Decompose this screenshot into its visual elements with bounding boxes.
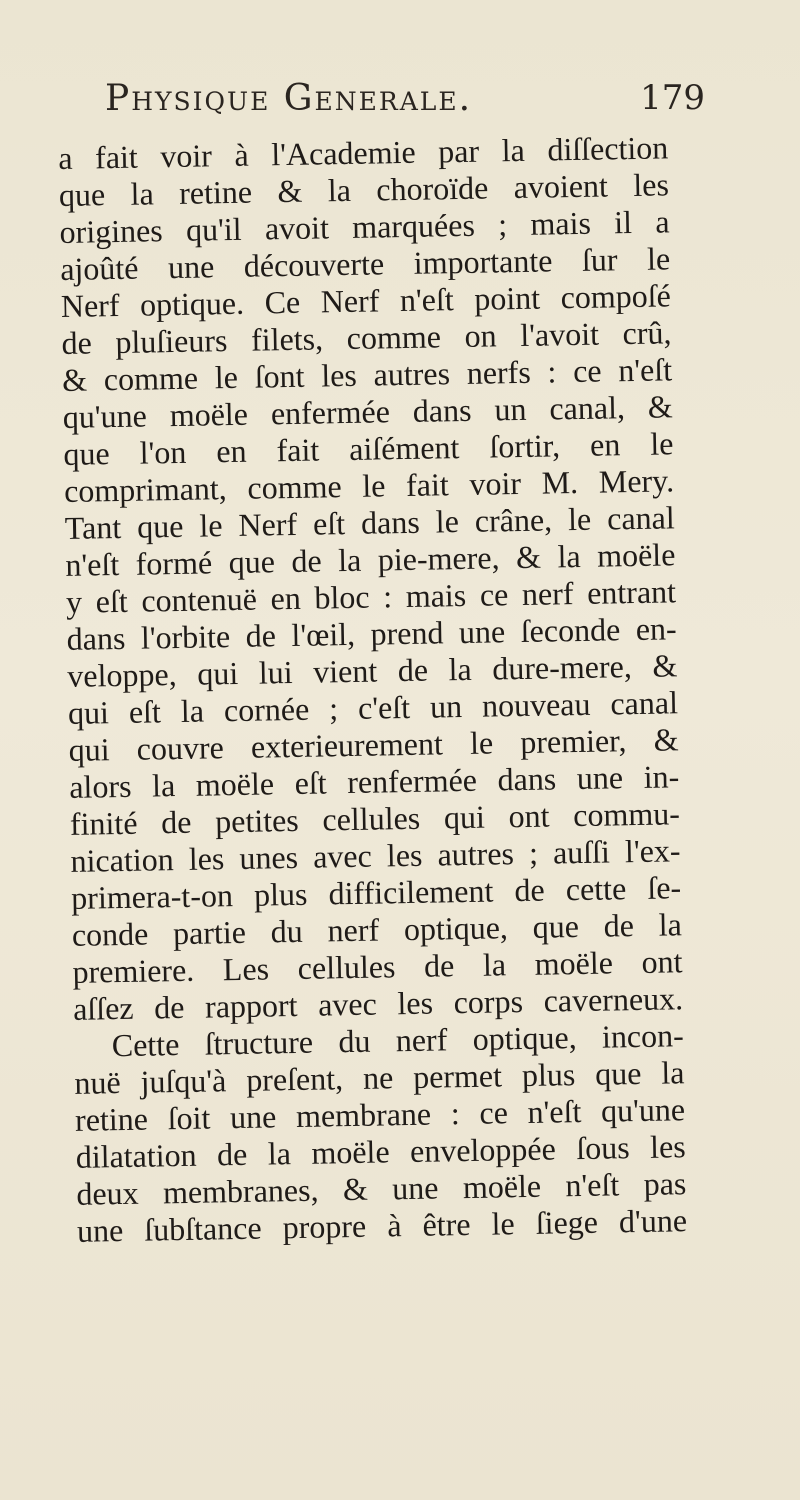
text-line: y eſt contenuë en bloc : mais ce nerf entrant — [65, 573, 677, 620]
text-line: une ſubſtance propre à être le ſiege d'une — [76, 1202, 688, 1249]
text-line: que la retine & la choroïde avoient les — [58, 166, 670, 213]
text-line: & comme le ſont les autres nerfs : ce n'eſt — [61, 351, 673, 398]
text-line: nuë juſqu'à preſent, ne permet plus que la — [74, 1054, 685, 1101]
text-line: aſſez de rapport avec les corps caverneux. — [72, 980, 684, 1027]
text-line: veloppe, qui lui vient de la dure-mere, & — [67, 647, 678, 694]
text-line: alors la moële eſt renfermée dans une in- — [68, 758, 680, 805]
text-line: premiere. Les cellules de la moële ont — [72, 943, 683, 990]
text-line: Nerf optique. Ce Nerf n'eſt point compoſé — [60, 277, 672, 324]
text-line: origines qu'il avoit marquées ; mais il a — [59, 203, 670, 250]
text-line: que l'on en fait aiſément ſortir, en le — [63, 425, 674, 472]
text-line: ajoûté une découverte importante ſur le — [59, 240, 671, 287]
text-line: comprimant, comme le fait voir M. Mery. — [63, 462, 675, 509]
text-line: retine ſoit une membrane : ce n'eſt qu'une — [74, 1091, 686, 1138]
text-line: de pluſieurs filets, comme on l'avoit crû, — [61, 314, 672, 361]
text-line: dans l'orbite de l'œil, prend une ſeconde en- — [66, 610, 677, 657]
text-line: dilatation de la moële enveloppée ſous les — [75, 1128, 686, 1175]
text-line: qu'une moële enfermée dans un canal, & — [62, 388, 674, 435]
page-number: 179 — [640, 78, 705, 118]
text-line: Tant que le Nerf eſt dans le crâne, le canal — [64, 499, 675, 546]
text-line: deux membranes, & une moële n'eſt pas — [76, 1165, 687, 1212]
body-text — [58, 129, 687, 1249]
text-line: primera-t-on plus difficilement de cette ſe- — [70, 869, 682, 916]
running-title: Physique Generale. — [105, 78, 473, 119]
text-line: a fait voir à l'Academie par la diſſection — [58, 129, 669, 176]
text-line: n'eſt formé que de la pie-mere, & la moële — [65, 536, 676, 583]
text-line: qui couvre exterieurement le premier, & — [68, 721, 679, 768]
text-line: conde partie du nerf optique, que de la — [71, 906, 683, 953]
text-line-paragraph-start: Cette ſtructure du nerf optique, incon- — [111, 1017, 685, 1064]
text-line: nication les unes avec les autres ; auſſi l'ex- — [70, 832, 681, 879]
text-line: qui eſt la cornée ; c'eſt un nouveau canal — [67, 684, 679, 731]
text-line: finité de petites cellules qui ont commu- — [69, 795, 681, 842]
